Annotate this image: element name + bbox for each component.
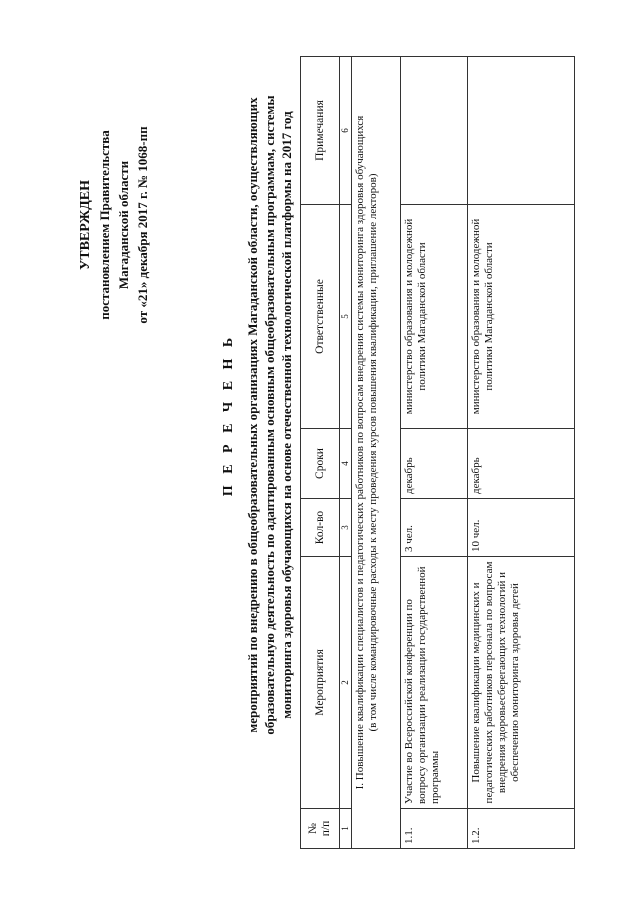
approval-stamp [76, 65, 152, 385]
row-num: 1.1. [401, 809, 468, 849]
row-note [401, 57, 468, 205]
subtitle-line-3: мониторинга здоровья обучающихся на основе отечественной технологической платформы на 2017 год [279, 111, 294, 719]
table-row [468, 57, 575, 849]
row-num: 1.2. [468, 809, 575, 849]
row-term: декабрь [468, 429, 575, 499]
table-row [401, 57, 468, 849]
header-qty: Кол-во [301, 499, 340, 557]
row-event: Повышение квалификации медицинских и педагогических работников персонала по вопросам внедрения здоровьесберегающих технологий и обеспечению мониторинга здоровья детей [468, 557, 575, 809]
document-title: П Е Р Е Ч Е Н Ь [221, 333, 236, 497]
col-number-5: 5 [340, 205, 352, 429]
approval-line-2: Магаданской области [116, 160, 131, 290]
column-number-row [340, 57, 352, 849]
col-number-6: 6 [340, 57, 352, 205]
row-responsible: министерство образования и молодежной политики Магаданской области [468, 205, 575, 429]
header-num-line-1: № [307, 823, 319, 834]
header-responsible: Ответственные [301, 205, 340, 429]
header-num-line-2: п/п [320, 820, 332, 837]
document-heading [218, 35, 295, 795]
section-line-1: I. Повышение квалификации специалистов и педагогических работников по вопросам внедрения системы мониторинга здоровья обучающихся [354, 115, 366, 790]
header-num [301, 809, 340, 849]
row-term: декабрь [401, 429, 468, 499]
table-header-row [301, 57, 340, 849]
subtitle-line-2: образовательную деятельность по адаптированным основным общеобразовательным программам, системы [262, 95, 277, 735]
document-subtitle [244, 35, 295, 795]
col-number-3: 3 [340, 499, 352, 557]
row-responsible: министерство образования и молодежной политики Магаданской области [401, 205, 468, 429]
approval-title: УТВЕРЖДЕН [78, 179, 93, 271]
col-number-4: 4 [340, 429, 352, 499]
row-note [468, 57, 575, 205]
row-qty: 3 чел. [401, 499, 468, 557]
section-line-2: (в том числе командировочные расходы к месту проведения курсов повышения квалификации, приглашение лекторов) [367, 173, 379, 732]
col-number-1: 1 [340, 809, 352, 849]
section-heading [352, 57, 401, 849]
subtitle-line-1: мероприятий по внедрению в общеобразовательных организациях Магаданской области, осуществляющих [245, 97, 260, 733]
approval-line-1: постановлением Правительства [97, 130, 112, 320]
col-number-2: 2 [340, 557, 352, 809]
events-table [300, 56, 575, 849]
row-event: Участие во Всероссийской конференции по вопросу организации реализации государственной программы [401, 557, 468, 809]
section-row [352, 57, 401, 849]
row-qty: 10 чел. [468, 499, 575, 557]
approval-line-3: от «21» декабря 2017 г. № 1068-пп [135, 126, 150, 324]
header-terms: Сроки [301, 429, 340, 499]
header-events: Мероприятия [301, 557, 340, 809]
header-notes: Примечания [301, 57, 340, 205]
